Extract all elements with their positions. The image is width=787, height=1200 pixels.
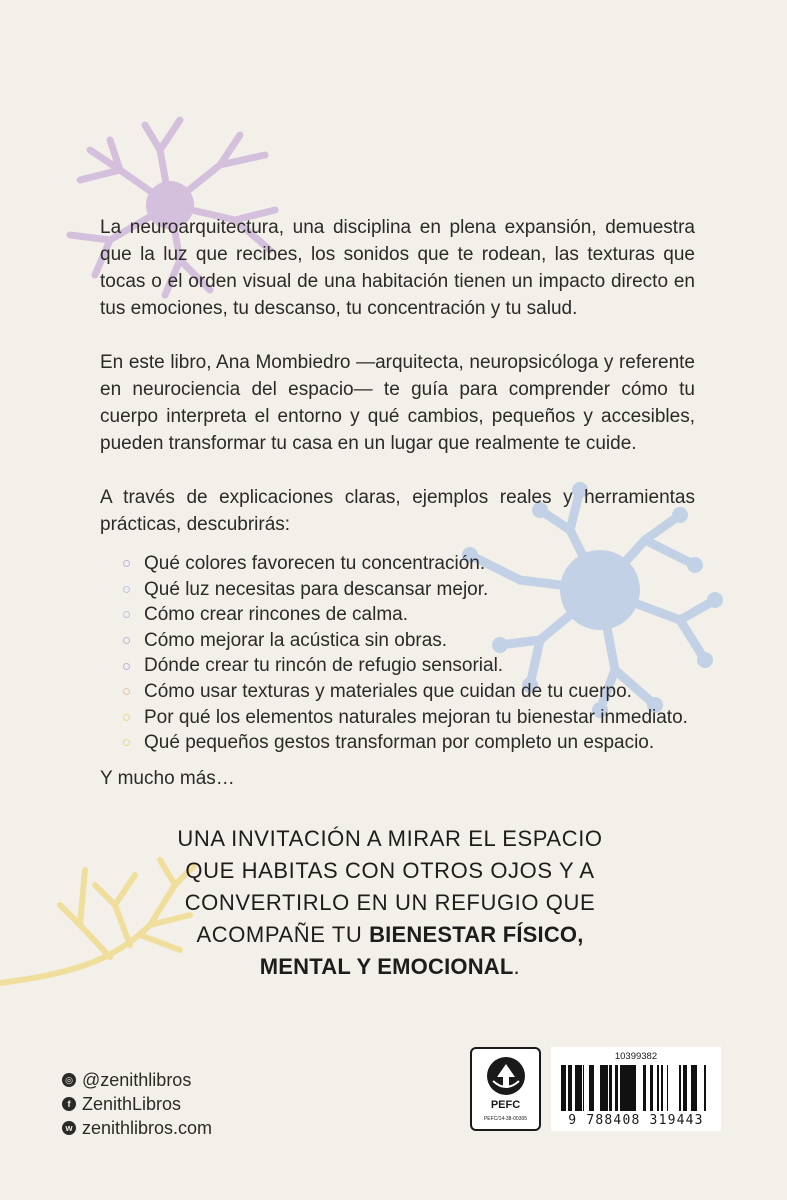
barcode-bar xyxy=(679,1065,681,1111)
bullet-icon xyxy=(123,663,130,670)
bullet-icon xyxy=(123,714,130,721)
intro-paragraph-1: La neuroarquitectura, una disciplina en plena expansión, demuestra que la luz que recibes, los sonidos que te rodean, las texturas que tocas o el orden visual de una habitación tienen un impacto directo en tus emociones, tu descanso, tu concentración y tu salud. xyxy=(100,217,695,319)
barcode-bar xyxy=(600,1065,602,1111)
website-link[interactable]: w zenithlibros.com xyxy=(62,1116,212,1140)
instagram-link[interactable]: ◎ @zenithlibros xyxy=(62,1068,212,1092)
barcode-reference-number: 10399382 xyxy=(614,1051,658,1062)
barcode-bar xyxy=(691,1065,694,1111)
barcode-bar xyxy=(563,1065,565,1111)
barcode-bar xyxy=(580,1065,582,1111)
barcode-bar xyxy=(662,1065,663,1111)
bullet-icon xyxy=(123,739,130,746)
barcode-bar xyxy=(657,1065,659,1111)
bullet-icon xyxy=(123,688,130,695)
barcode-bar xyxy=(602,1065,605,1111)
list-item: Cómo mejorar la acústica sin obras. xyxy=(123,628,688,654)
pefc-label: PEFC xyxy=(490,1099,521,1111)
pefc-tree-logo-icon xyxy=(487,1057,525,1095)
barcode-digits: 9 788408 319443 xyxy=(568,1113,704,1128)
list-item: Cómo usar texturas y materiales que cuidan de tu cuerpo. xyxy=(123,679,688,705)
barcode-bar xyxy=(650,1065,653,1111)
barcode-bar xyxy=(568,1065,571,1111)
web-icon: w xyxy=(62,1121,76,1135)
barcode-bar xyxy=(577,1065,580,1111)
barcode-bar xyxy=(592,1065,594,1111)
list-item: Qué luz necesitas para descansar mejor. xyxy=(123,577,688,603)
benefits-list xyxy=(123,551,688,756)
barcode-bar xyxy=(565,1065,566,1111)
barcode-bar xyxy=(629,1065,632,1111)
barcode-bar xyxy=(684,1065,687,1111)
bullet-icon xyxy=(123,560,130,567)
isbn-barcode xyxy=(551,1047,721,1131)
barcode-bar xyxy=(561,1065,563,1111)
barcode-bar xyxy=(583,1065,584,1111)
list-item: Qué pequeños gestos transforman por completo un espacio. xyxy=(123,730,688,756)
list-item: Dónde crear tu rincón de refugio sensorial. xyxy=(123,653,688,679)
barcode-bar xyxy=(661,1065,662,1111)
list-item: Por qué los elementos naturales mejoran tu bienestar inmediato. xyxy=(123,705,688,731)
bullet-icon xyxy=(123,611,130,618)
pefc-certification-label xyxy=(470,1047,541,1131)
barcode-bar xyxy=(575,1065,577,1111)
closing-text: Y mucho más… xyxy=(100,768,235,789)
list-item: Cómo crear rincones de calma. xyxy=(123,602,688,628)
barcode-bar xyxy=(704,1065,706,1111)
pefc-code: PEFC/14-38-00305 xyxy=(483,1116,528,1122)
barcode-bar xyxy=(694,1065,697,1111)
barcode-bar xyxy=(620,1065,622,1111)
facebook-icon: f xyxy=(62,1097,76,1111)
instagram-icon: ◎ xyxy=(62,1073,76,1087)
barcode-bar xyxy=(615,1065,618,1111)
barcode-bar xyxy=(589,1065,591,1111)
intro-paragraph-2: En este libro, Ana Mombiedro —arquitecta, neuropsicóloga y referente en neurociencia del espacio— te guía para comprender cómo tu cuerpo interpreta el entorno y qué cambios, pequeños y accesibles, pueden transformar tu casa en un lugar que realmente te cuide. xyxy=(100,352,695,454)
barcode-bars xyxy=(561,1065,711,1111)
barcode-bar xyxy=(609,1065,612,1111)
barcode-bar xyxy=(683,1065,684,1111)
bullet-icon xyxy=(123,586,130,593)
barcode-bar xyxy=(643,1065,646,1111)
social-links xyxy=(62,1068,212,1140)
barcode-bar xyxy=(667,1065,668,1111)
barcode-bar xyxy=(628,1065,629,1111)
barcode-bar xyxy=(634,1065,636,1111)
barcode-bar xyxy=(625,1065,628,1111)
barcode-bar xyxy=(632,1065,634,1111)
bullet-icon xyxy=(123,637,130,644)
intro-paragraph-3: A través de explicaciones claras, ejemplos reales y herramientas prácticas, descubrirás: xyxy=(100,487,695,535)
list-item: Qué colores favorecen tu concentración. xyxy=(123,551,688,577)
barcode-bar xyxy=(605,1065,608,1111)
barcode-bar xyxy=(591,1065,592,1111)
barcode-bar xyxy=(571,1065,572,1111)
tagline: UNA INVITACIÓN A MIRAR EL ESPACIO QUE HABITAS CON OTROS OJOS Y A CONVERTIRLO EN UN REFUGIO QUE ACOMPAÑE TU BIENESTAR FÍSICO, MENTAL Y EMOCIONAL. xyxy=(177,826,603,979)
barcode-bar xyxy=(622,1065,625,1111)
facebook-link[interactable]: f ZenithLibros xyxy=(62,1092,212,1116)
